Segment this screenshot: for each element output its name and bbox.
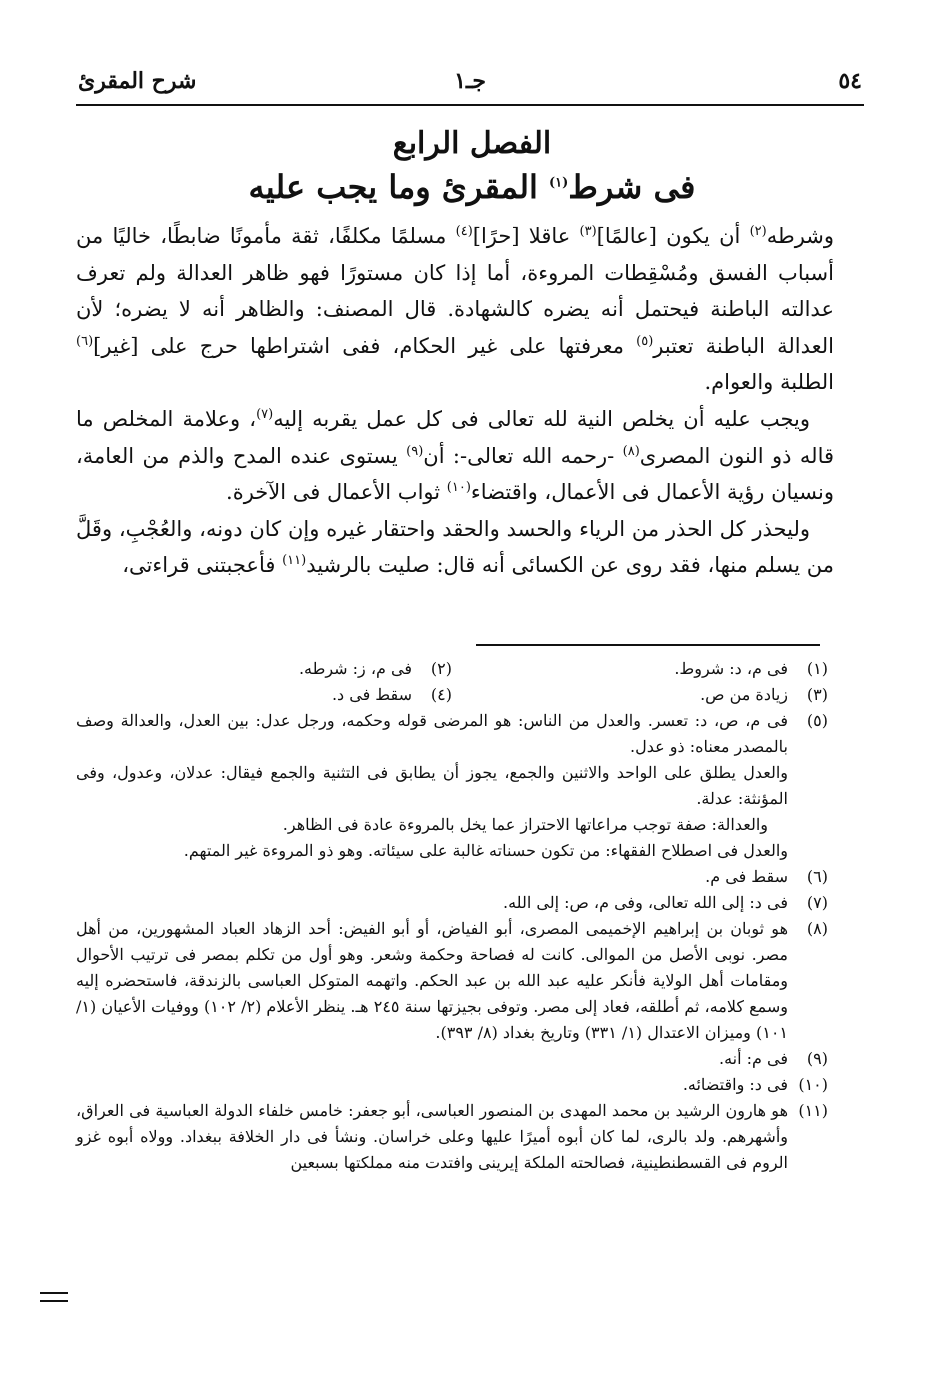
footnote-ref: (١) — [548, 175, 569, 191]
footnote-number: (٥) — [806, 711, 828, 730]
footnote-text: فى د: إلى الله تعالى، وفى م، ص: إلى الله. — [503, 893, 788, 912]
text-run: وليحذر كل الحذر من الرياء والحسد والحقد واحتقار غيره وإن كان دونه، والعُجْبِ، وقَلَّ من يسلم منها، فقد روى عن الكسائى أنه قال: صليت بالرشيد — [76, 516, 834, 578]
chapter-subtitle — [0, 168, 944, 206]
text-run: ويجب عليه أن يخلص النية لله تعالى فى كل عمل يقربه إليه — [273, 406, 810, 431]
footnote-number: (٧) — [806, 893, 828, 912]
paragraph-2 — [76, 401, 834, 511]
footnote-3 — [452, 682, 828, 708]
footnote-number: (١١) — [798, 1101, 828, 1120]
book-title: شرح المقرئ — [78, 68, 197, 94]
footnote-number: (٩) — [806, 1049, 828, 1068]
footnote-ref: (١١) — [282, 553, 307, 569]
footnote-5-continuation: والعدل يطلق على الواحد والاثنين والجمع، يجوز أن يطابق فى التثنية والجمع فيقال: عدلان، وعدول، وفى المؤنثة: عدلة. — [76, 763, 788, 808]
footnote-text: زيادة من ص. — [700, 685, 788, 704]
text-run: أن يكون [عالمًا] — [596, 224, 750, 248]
text-run: يستوى عنده المدح والذم من العامة، ونسيان رؤية الأعمال فى الأعمال، واقتضاء — [76, 443, 834, 505]
footnote-ref: (٣) — [579, 224, 597, 239]
volume-label: جـ١ — [454, 68, 486, 94]
footnote-4 — [76, 682, 452, 708]
footnote-ref: (٢) — [749, 224, 767, 239]
footnote-number: (٣) — [806, 685, 828, 704]
footnote-ref: (٧) — [256, 406, 274, 422]
footnote-text: فى م: أنه. — [718, 1049, 788, 1068]
footnote-ref: (٤) — [455, 224, 473, 239]
footnote-text: فى د: واقتضائه. — [682, 1075, 788, 1094]
footnote-1 — [452, 656, 828, 682]
footnote-number: (٦) — [806, 867, 828, 886]
footnote-number: (١) — [806, 659, 828, 678]
text-run: ، وعلامة المخلص ما قاله ذو النون المصرى — [76, 406, 835, 468]
footnote-ref: (٨) — [622, 443, 640, 459]
subtitle-part-b: المقرئ وما يجب عليه — [248, 168, 549, 206]
footnote-number: (١٠) — [798, 1075, 828, 1094]
footnote-ref: (١٠) — [446, 480, 471, 496]
footnote-5 — [76, 708, 828, 760]
footnote-2 — [76, 656, 452, 682]
text-run: معرفتها على غير الحكام، ففى اشتراطها حرج على [غير] — [93, 333, 637, 358]
footnote-text: هو ثوبان بن إبراهيم الإخميمى المصرى، أبو الفياض، أو أبو الفيض: أحد الزهاد العباد المشهورين، من أهل مصر. نوبى الأصل من الموالى. كانت له فصاحة وحكمة وشعر. وهو أول من تكلم بمصر فى ترتيب الأحوال ومقامات أهل الولاية فأنكر عليه عبد الله بن عبد الحكم. واتهمه المتوكل العباسى بالزندقة، فاستحضره إليه وسمع كلامه، ثم أطلقه، فعاد إلى مصر. وتوفى بجيزتها سنة ٢٤٥ هـ. ينظر الأعلام (٢/ ١٠٢) ووفيات الأعيان (١/ ١٠١) وميزان الاعتدال (١/ ٣٣١) وتاريخ بغداد (٨/ ٣٩٣). — [76, 919, 789, 1042]
footnote-text: سقط فى م. — [705, 867, 788, 886]
running-header — [78, 68, 862, 100]
footnote-5-continuation: والعدل فى اصطلاح الفقهاء: من تكون حسناته غالبة على سيئاته. وهو ذو المروءة غير المتهم. — [183, 841, 788, 860]
text-run: وشرطه — [766, 224, 835, 248]
footnote-ref: (٥) — [636, 333, 654, 349]
main-text — [76, 218, 834, 584]
text-run: الطلبة والعوام. — [704, 370, 834, 395]
footnote-text: فى م، ز: شرطه. — [298, 659, 412, 678]
footnote-number: (٢) — [430, 659, 452, 678]
footnote-7 — [76, 890, 828, 916]
footnote-number: (٤) — [430, 685, 452, 704]
footnote-text: فى م، د: شروط. — [674, 659, 788, 678]
text-run: مسلمًا مكلفًا، ثقة مأمونًا ضابطًا، خاليًا من أسباب الفسق ومُسْقِطات المروءة، أما إذا كان مستورًا فهو ظاهر العدالة ولم تعرف عدالته الباطنة فيحتمل أنه يضره كالشهادة. قال المصنف: والظاهر أنه لا يضره؛ لأن العدالة الباطنة تعتبر — [76, 224, 835, 358]
footnote-number: (٨) — [806, 919, 828, 938]
paragraph-1 — [76, 218, 834, 401]
footnote-pair — [76, 656, 828, 682]
footnote-pair — [76, 682, 828, 708]
text-run: -رحمه الله تعالى-: أن — [423, 443, 623, 468]
footnote-11 — [76, 1098, 828, 1176]
footnote-text: سقط فى د. — [331, 685, 412, 704]
footnote-5-continuation: والعدالة: صفة توجب مراعاتها الاحتراز عما يخل بالمروءة عادة فى الظاهر. — [282, 815, 768, 834]
text-run: ثواب الأعمال فى الآخرة. — [226, 480, 447, 505]
margin-mark — [40, 1292, 68, 1302]
text-run: فأعجبتنى قراءتى، — [122, 553, 283, 578]
chapter-title: الفصل الرابع — [392, 126, 552, 161]
header-divider — [76, 104, 864, 106]
footnote-ref: (٩) — [406, 443, 424, 459]
subtitle-part-a: فى شرط — [568, 168, 696, 206]
footnote-text: فى م، ص، د: تعسر. والعدل من الناس: هو المرضى قوله وحكمه، ورجل عدل: بين العدل، والعدالة وصف بالمصدر معناه: ذو عدل. — [76, 711, 788, 756]
footnote-ref: (٦) — [76, 333, 94, 349]
text-run: عاقلا [حرًا] — [472, 224, 580, 248]
footnotes — [76, 656, 828, 1176]
footnote-divider — [476, 644, 820, 646]
footnote-text: هو هارون الرشيد بن محمد المهدى بن المنصور العباسى، أبو جعفر: خامس خلفاء الدولة العباسية فى العراق، وأشهرهم. ولد بالرى، لما كان أبوه أميرًا عليها وعلى خراسان. ونشأ فى دار الخلافة ببغداد. وولاه أبوه غزو الروم فى القسطنطينية، فصالحته الملكة إيرينى وافتدت منه مملكتها بسبعين — [76, 1101, 788, 1172]
footnote-10 — [76, 1072, 828, 1098]
footnote-8 — [76, 916, 828, 1046]
paragraph-3 — [76, 511, 834, 584]
footnote-9 — [76, 1046, 828, 1072]
page-number: ٥٤ — [838, 68, 862, 94]
footnote-6 — [76, 864, 828, 890]
